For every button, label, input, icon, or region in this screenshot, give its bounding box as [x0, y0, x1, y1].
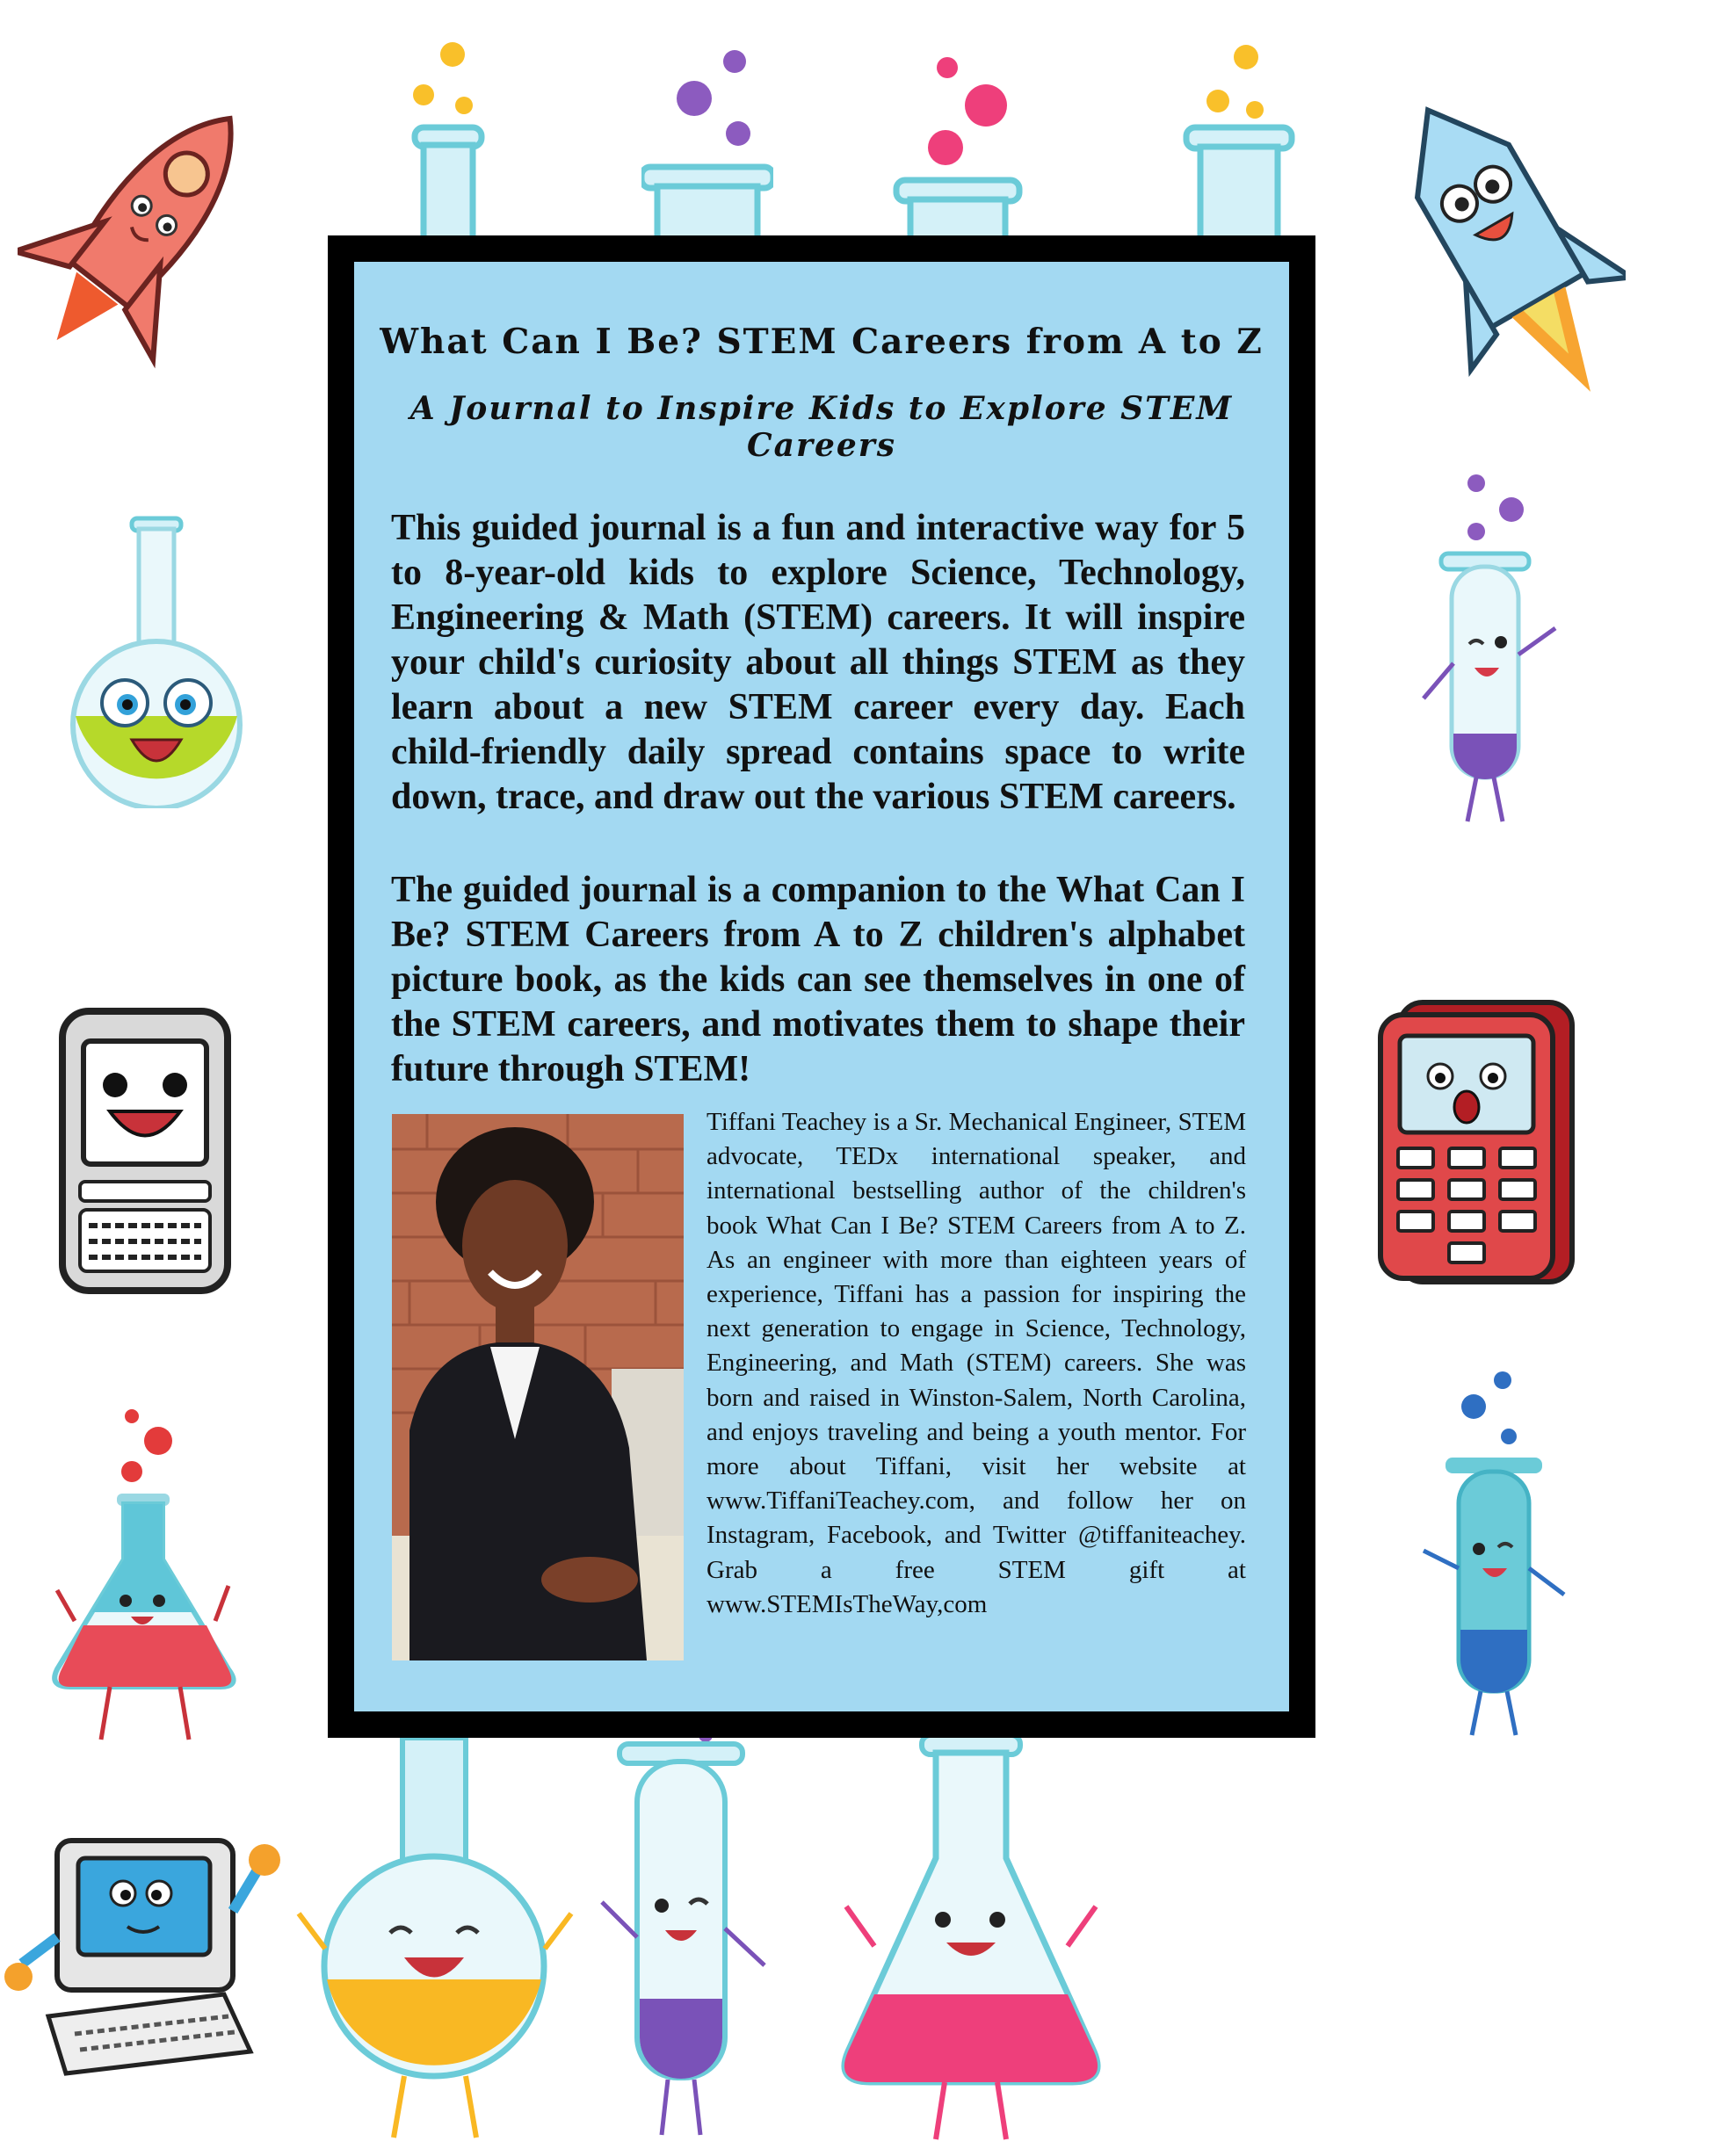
rocket-red-icon	[18, 79, 264, 387]
phone-black-icon	[57, 1006, 233, 1296]
test-tube-purple-bottom-icon	[584, 1735, 786, 2148]
book-title: What Can I Be? STEM Careers from A to Z	[380, 322, 1264, 362]
test-tube-top-icon	[888, 48, 1028, 246]
computer-icon	[4, 1832, 294, 2087]
rocket-blue-icon	[1397, 79, 1626, 430]
test-tube-purple-icon	[1406, 470, 1582, 848]
author-bio: Tiffani Teachey is a Sr. Mechanical Engineer, STEM advocate, TEDx international speaker, and international bestselling author of the children's book What Can I Be? STEM Careers from A to Z. As an engineer with more than eighteen years of experience, Tiffani has a passion for inspiring the next generation to engage in Science, Technology, Engineering, and Math (STEM) careers. She was born and raised in Winston-Salem, North Carolina, and enjoys traveling and being a youth mentor. For more about Tiffani, visit her website at www.TiffaniTeachey.com, and follow her on Instagram, Facebook, and Twitter @tiffaniteachey. Grab a free STEM gift at www.STEMIsTheWay,com	[706, 1108, 1246, 1618]
test-tube-top-icon	[641, 44, 773, 246]
flask-pink-icon	[822, 1735, 1120, 2148]
cover-panel	[328, 235, 1315, 1738]
test-tube-top-icon	[1177, 40, 1301, 246]
round-flask-green-icon	[62, 510, 255, 808]
flask-red-icon	[48, 1406, 242, 1757]
phone-red-icon	[1375, 997, 1577, 1287]
companion-paragraph: The guided journal is a companion to the What Can I Be? STEM Careers from A to Z children's alphabet picture book, as the kids can see themselves in one of the STEM careers, and motivates them to shape their future through STEM!	[391, 870, 1245, 1089]
test-tube-top-icon	[387, 35, 510, 246]
test-tube-blue-icon	[1410, 1366, 1577, 1744]
description-paragraph: This guided journal is a fun and interactive way for 5 to 8-year-old kids to explore Science, Technology, Engineering & Math (STEM) careers. It will inspire your child's curiosity about all things STEM as they learn about a new STEM career every day. Each child-friendly daily spread contains space to write down, trace, and draw out the various STEM careers.	[391, 508, 1245, 817]
book-subtitle: A Journal to Inspire Kids to Explore STEM Careers	[409, 390, 1234, 464]
round-flask-yellow-icon	[290, 1738, 580, 2151]
author-photo	[392, 1114, 684, 1660]
